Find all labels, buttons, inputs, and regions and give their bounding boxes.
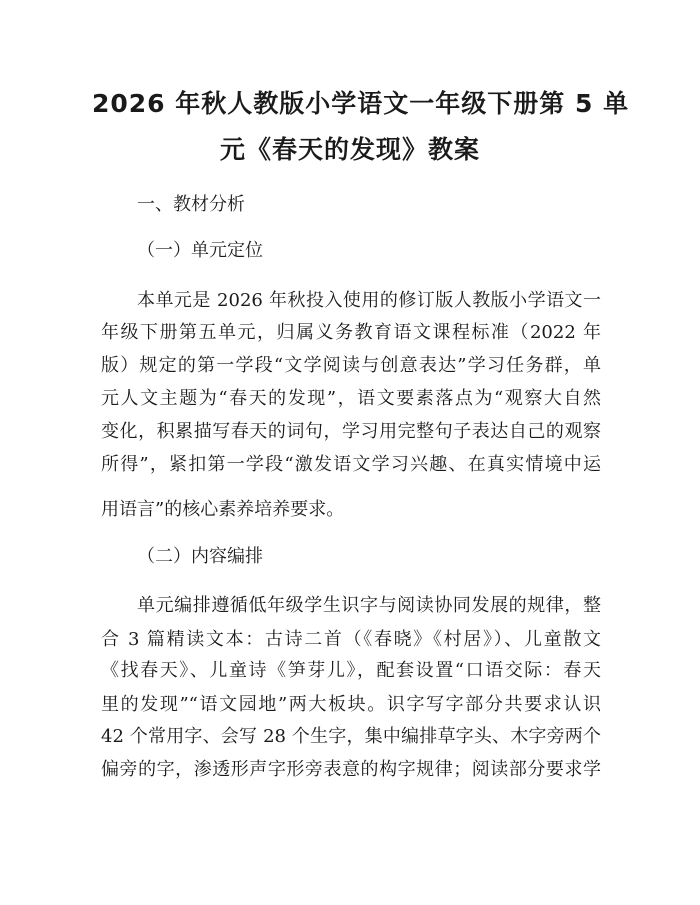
document-title-line-1: 2026 年秋人教版小学语文一年级下册第 5 单 <box>92 89 630 118</box>
paragraph-line: 用语言”的核心素养培养要求。 <box>101 499 345 520</box>
section-heading-textbook-analysis: 一、教材分析 <box>137 194 245 215</box>
paragraph-line: 所得”，紧扣第一学段“激发语文学习兴趣、在真实情境中运 <box>101 454 601 475</box>
paragraph-line: 里的发现”“语文园地”两大板块。识字写字部分共要求认识 <box>101 694 601 715</box>
subsection-heading-unit-positioning: （一）单元定位 <box>137 240 263 261</box>
paragraph-line: 42 个常用字、会写 28 个生字，集中编排草字头、木字旁两个 <box>101 726 601 747</box>
paragraph-line: 单元编排遵循低年级学生识字与阅读协同发展的规律，整 <box>137 595 601 616</box>
paragraph-line: 《找春天》、儿童诗《笋芽儿》，配套设置“口语交际：春天 <box>101 660 601 681</box>
paragraph-line: 变化，积累描写春天的词句，学习用完整句子表达自己的观察 <box>101 421 601 442</box>
subsection-heading-content-arrangement: （二）内容编排 <box>137 546 263 567</box>
paragraph-line: 本单元是 2026 年秋投入使用的修订版人教版小学语文一 <box>137 290 601 311</box>
paragraph-line: 年级下册第五单元，归属义务教育语文课程标准（2022 年 <box>101 322 601 343</box>
document-title-line-2: 元《春天的发现》教案 <box>219 135 480 164</box>
paragraph-line: 偏旁的字，渗透形声字形旁表意的构字规律；阅读部分要求学 <box>101 759 601 780</box>
paragraph-line: 版）规定的第一学段“文学阅读与创意表达”学习任务群，单 <box>101 355 601 376</box>
paragraph-line: 合 3 篇精读文本：古诗二首（《春晓》《村居》）、儿童散文 <box>101 629 601 650</box>
paragraph-line: 元人文主题为“春天的发现”，语文要素落点为“观察大自然 <box>101 388 601 409</box>
